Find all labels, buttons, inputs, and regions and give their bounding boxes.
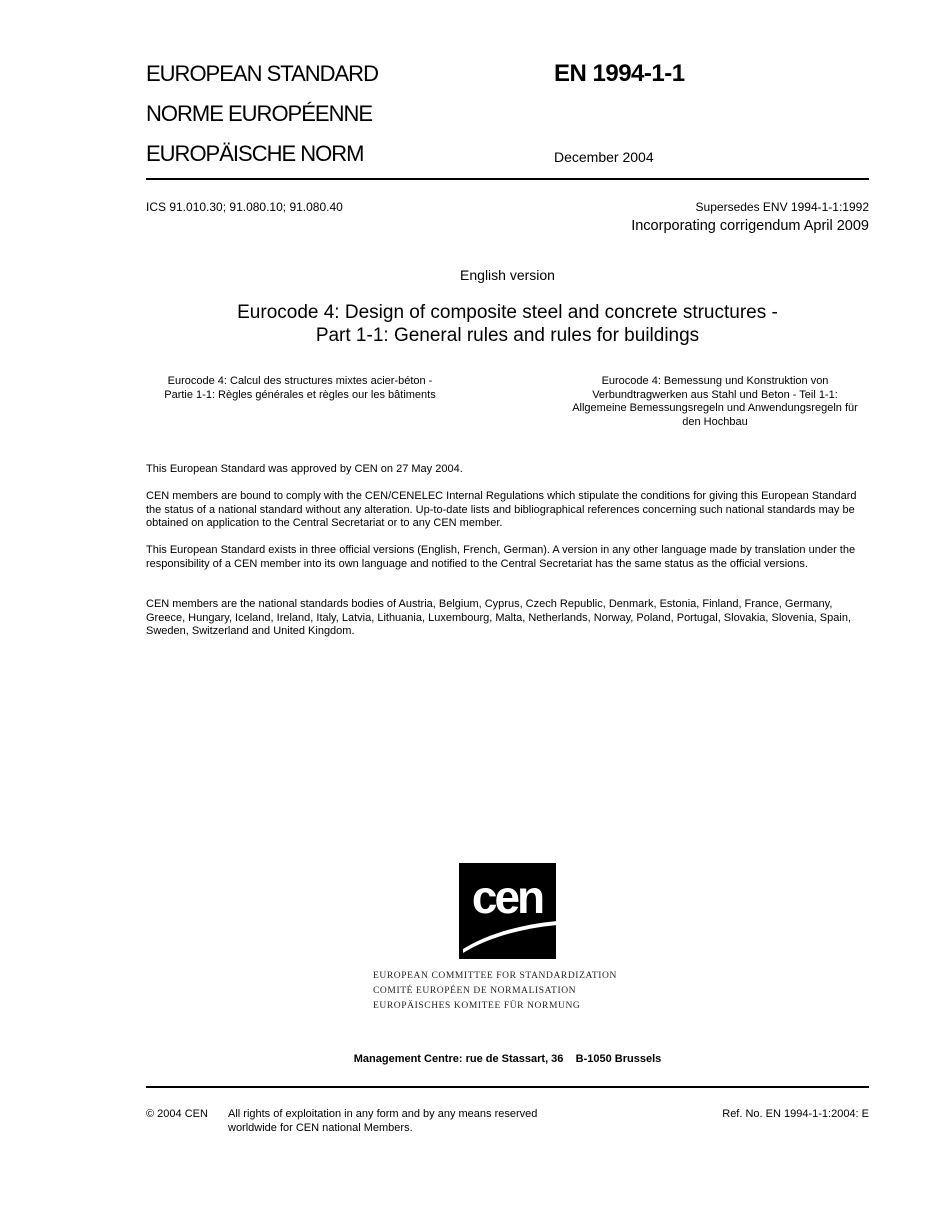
standard-number: EN 1994-1-1 [554,60,685,87]
committee-name-english: EUROPEAN COMMITTEE FOR STANDARDIZATION [373,971,617,981]
german-title-line: den Hochbau [682,415,748,428]
corrigendum-note: Incorporating corrigendum April 2009 [631,218,869,234]
german-title-line: Allgemeine Bemessungsregeln und Anwendungsregeln für [572,402,858,414]
management-centre-address: Management Centre: rue de Stassart, 36 B-1050 Brussels [353,1053,662,1065]
header-rule [146,178,869,180]
document-title-line1: Eurocode 4: Design of composite steel and concrete structures - [237,302,778,323]
members-paragraph: CEN members are the national standards bodies of Austria, Belgium, Cyprus, Czech Republic, Denmark, Estonia, Finland, France, Germany, Greece, Hungary, Iceland, Ireland, Italy, Latvia, Lithuania, Luxembourg, Malta, Netherlands, Norway, Poland, Portugal, Slovakia, Slovenia, Spain, Sweden, Switzerland and United Kingdom. [146,598,851,637]
rights-statement [228,1107,537,1135]
french-title-line: Eurocode 4: Calcul des structures mixtes acier-béton - [167,375,433,387]
cen-logo-text: cen [471,871,543,923]
compliance-paragraph: CEN members are bound to comply with the CEN/CENELEC Internal Regulations which stipulate the conditions for giving this European Standard the status of a national standard without any alteration. Up-to-date lists and bibliographical references concerning such national standards may be obtained on application to the Central Secretariat or to any CEN member. [146,490,857,529]
reference-number: Ref. No. EN 1994-1-1:2004: E [722,1108,869,1120]
cen-logo [459,863,556,959]
approval-paragraph: This European Standard was approved by CEN on 27 May 2004. [146,463,463,475]
rights-line: All rights of exploitation in any form and by any means reserved [228,1108,538,1120]
title-german: EUROPÄISCHE NORM [146,141,364,166]
ics-codes: ICS 91.010.30; 91.080.10; 91.080.40 [146,200,343,214]
french-title [146,375,454,402]
versions-paragraph: This European Standard exists in three official versions (English, French, German). A version in any other language made by translation under the responsibility of a CEN member into its own language and notified to the Central Secretariat has the same status as the official versions. [146,544,856,570]
copyright-notice: © 2004 CEN [146,1108,208,1120]
title-french: NORME EUROPÉENNE [146,101,373,126]
footer-rule [146,1086,869,1088]
german-title [560,375,870,429]
document-title [146,301,869,347]
document-title-line2: Part 1-1: General rules and rules for buildings [315,325,700,346]
german-title-line: Eurocode 4: Bemessung und Konstruktion von [601,375,829,387]
committee-name-german: EUROPÄISCHES KOMITEE FÜR NORMUNG [373,1001,581,1011]
language-version: English version [460,267,555,283]
german-title-line: Verbundtragwerken aus Stahl und Beton - Teil 1-1: [592,388,838,401]
title-english: EUROPEAN STANDARD [146,61,378,86]
rights-line: worldwide for CEN national Members. [228,1122,413,1134]
supersedes-note: Supersedes ENV 1994-1-1:1992 [695,200,869,214]
french-title-line: Partie 1-1: Règles générales et règles our les bâtiments [164,388,436,401]
publication-date: December 2004 [554,149,654,165]
committee-name-french: COMITÉ EUROPÉEN DE NORMALISATION [373,986,577,996]
